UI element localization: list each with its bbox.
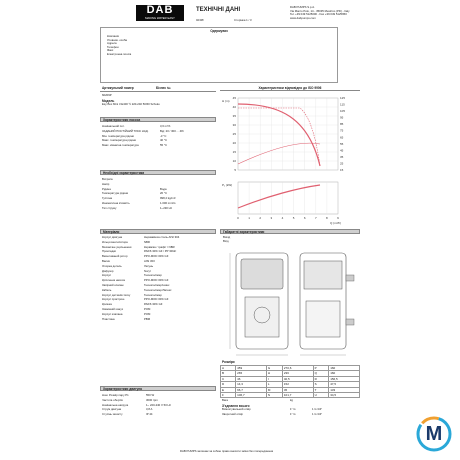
y2-tick-label: 115 xyxy=(340,102,345,107)
y2-tick-label: 65 xyxy=(340,135,344,140)
motor-value: IP 44 xyxy=(146,412,153,417)
material-value: Технополімер/Латекс xyxy=(144,287,172,292)
dimension-key: Q xyxy=(313,371,329,376)
y-tick-label: 10 xyxy=(232,159,236,163)
material-value: Латунь xyxy=(144,263,154,268)
weight-value: kg xyxy=(290,398,293,403)
doc-date: 02/08/ xyxy=(196,18,204,22)
material-value: Технополімер/Latex xyxy=(144,282,170,287)
x-tick-label: 8 xyxy=(326,216,328,220)
y-axis-label: H (m) xyxy=(222,99,230,103)
dimension-value: 101,7 xyxy=(282,393,313,398)
pump-spec-value: -3 °C xyxy=(160,133,167,138)
material-value: PBM xyxy=(144,316,151,321)
motor-value: 3000 rpm xyxy=(146,397,158,402)
y2-tick-label: 95 xyxy=(340,115,344,120)
drawing-title: Габаритні характеристики xyxy=(220,229,360,234)
x-tick-label: 3 xyxy=(270,216,273,220)
corner-logo xyxy=(414,414,454,454)
material-label: Корпус пристрою xyxy=(102,297,125,302)
chart-title: Характеристики відповідно до ISO 9906 xyxy=(220,86,360,91)
company-info xyxy=(290,6,349,20)
x-tick-label: 9 xyxy=(337,216,339,220)
dimension-value: 34,5 xyxy=(329,393,360,398)
needed-value: 20 °C xyxy=(160,191,168,196)
article-label: Артикульний номер xyxy=(102,86,134,90)
dimension-key: H xyxy=(266,371,282,376)
needed-value: 1~230 Hz xyxy=(160,205,173,210)
dimension-key: F xyxy=(221,393,236,398)
motor-title: Характеристики двигуна xyxy=(100,386,216,391)
needed-label: Густина xyxy=(102,196,113,201)
company-line: Tel. +39 049 5125000 - Fax +39 049 5125950 xyxy=(290,12,347,17)
connection-row xyxy=(220,413,360,418)
y2-tick-label: 125 xyxy=(340,96,346,100)
material-label: Механічне ущільнення xyxy=(102,244,132,249)
material-value: AISI 303 xyxy=(144,258,155,263)
y2-tick-label: 35 xyxy=(340,154,344,159)
needed-label: Кінематична в'язкість xyxy=(102,200,130,205)
y2-tick-label: 85 xyxy=(340,122,344,127)
customer-row: Електронна пошта xyxy=(107,51,132,56)
dimension-value: 265 xyxy=(236,371,267,376)
material-label: Запірний клапан xyxy=(102,282,124,287)
x-tick-label: 0 xyxy=(237,216,239,220)
dimension-value: 160 xyxy=(329,366,360,371)
connection-value: 1" G xyxy=(290,407,296,412)
pump-spec-label: Макс. кімнатна температура xyxy=(102,143,139,148)
y-tick-label: 5 xyxy=(234,168,236,172)
pump-spec-label: Номінальний пот. xyxy=(102,124,125,128)
chart-frame-bottom xyxy=(238,182,338,214)
doc-page: Сторінка 1 / 3 xyxy=(234,18,252,22)
motor-label: Частота обертів xyxy=(102,397,123,402)
connection-label: Зворотний отвір xyxy=(222,412,243,417)
power-curve xyxy=(238,185,320,208)
brand-name: DAB xyxy=(146,4,174,16)
article-code: 60209P xyxy=(102,93,112,97)
material-label: Кабель xyxy=(102,287,112,292)
doc-title: ТЕХНІЧНІ ДАНІ xyxy=(196,7,241,13)
dimension-value: 459 xyxy=(236,366,267,371)
head-curve xyxy=(238,104,320,166)
dimension-key: T xyxy=(313,387,329,392)
material-label: Корпус двигуна xyxy=(102,235,122,239)
weight-label: Вага xyxy=(222,398,228,403)
material-value: Нержавіюча сталь AISI 304 xyxy=(144,235,180,239)
company-line: Via Marco Polo, 14 - 35035 Mestrino (PD) - Italy xyxy=(290,8,350,13)
motor-row xyxy=(100,413,216,418)
material-value: PPO-MOD 30% GF xyxy=(144,297,169,302)
material-label: Вмонтований ротор xyxy=(102,254,128,259)
y2-tick-label: 45 xyxy=(340,148,344,153)
pump-spec-row xyxy=(100,144,216,149)
dimensions-table xyxy=(220,365,360,398)
y-tick-label: 35 xyxy=(232,114,236,118)
y-tick-label: 30 xyxy=(232,123,236,127)
connection-label: Всмоктувальний отвір xyxy=(222,407,251,412)
customer-row: Уповнов. особа xyxy=(107,37,127,42)
motor-label: Ном. Розмір пару P1 xyxy=(102,393,129,397)
material-row xyxy=(100,318,216,323)
materials-section xyxy=(100,229,216,322)
dimension-key: I xyxy=(266,376,282,381)
material-label: Опорна деталь xyxy=(102,263,122,268)
dimension-value: 106,7 xyxy=(236,393,267,398)
material-value: POM xyxy=(144,306,151,311)
dimension-value: 40,5 xyxy=(282,376,313,381)
dimension-key: L xyxy=(266,382,282,387)
pump-drawing xyxy=(220,245,360,357)
dimension-key: U xyxy=(313,393,329,398)
needed-specs xyxy=(100,170,216,212)
y-tick-label: 40 xyxy=(232,105,236,109)
pump-spec-value: 55 °C xyxy=(160,143,168,148)
dimensions-section xyxy=(220,360,360,418)
drawing-legend: Вхід xyxy=(223,238,229,243)
dimension-key: A xyxy=(221,366,236,371)
dimension-value: 270,6 xyxy=(282,366,313,371)
needed-title: Необхідні характеристики xyxy=(100,170,216,175)
motor-section xyxy=(100,386,216,418)
motor-value: 1~ 220-240 V 50 Hz xyxy=(146,402,171,407)
material-value: PA6/6 30% GF / PP 30GF xyxy=(144,249,177,254)
connections-title: З'єднання всього xyxy=(222,404,250,409)
x-tick-label: 4 xyxy=(281,216,284,220)
needed-label: Витрата xyxy=(102,177,113,181)
material-label: Корпус датчиків тиску xyxy=(102,292,131,297)
dimension-key: E xyxy=(221,387,236,392)
model-value: Esy Box Mini 3 E400 ½ 220-240 50/60 Schuko xyxy=(102,101,160,106)
material-value: PPO-MOD 30% GF xyxy=(144,278,169,283)
y-tick-label: 20 xyxy=(232,141,236,145)
article-section xyxy=(100,86,216,106)
customer-row: Телефон xyxy=(107,44,119,49)
dimension-key: R xyxy=(313,376,329,381)
business-label: Бізнес № xyxy=(156,86,171,90)
motor-label: Номінальна напруга xyxy=(102,402,129,407)
material-value: PA6/6 30% GF xyxy=(144,302,163,307)
customer-box xyxy=(100,27,338,83)
y-tick-label: 15 xyxy=(232,150,236,154)
connection-value: 1 G 3/4" xyxy=(312,412,323,417)
dimension-key: B xyxy=(221,371,236,376)
material-label: Кріплення насоса xyxy=(102,278,125,283)
pump-spec-value: Від: 20 / 300 ... 48 і xyxy=(160,128,185,133)
pump-spec-label: Макс. температура рідини xyxy=(102,138,137,143)
x-axis-label: Q (m³/h) xyxy=(330,221,342,225)
performance-chart xyxy=(220,92,360,226)
x-tick-label: 1 xyxy=(248,216,250,220)
pump-specs xyxy=(100,117,216,149)
motor-label: Струм двигуна xyxy=(102,407,122,412)
needed-label: Напір xyxy=(102,181,110,186)
dimensions-title: Розміри xyxy=(222,360,235,364)
material-label: Корпус xyxy=(102,273,112,278)
y-tick-label: 25 xyxy=(232,132,236,136)
dimension-value: 45 xyxy=(282,387,313,392)
dimension-value: 46 xyxy=(236,376,267,381)
y2-tick-label: 15 xyxy=(340,168,344,172)
dimension-value: 160 xyxy=(329,371,360,376)
dimension-key: G xyxy=(266,366,282,371)
dimension-value: 133 xyxy=(329,387,360,392)
brand-logo xyxy=(136,5,184,21)
dimension-key: M xyxy=(266,387,282,392)
needed-label: Тип струму xyxy=(102,205,117,210)
model-label: Модель xyxy=(102,98,115,103)
y2-axis-label: P₁ (kW) xyxy=(222,183,233,187)
x-tick-label: 2 xyxy=(259,216,262,220)
pump-spec-label: ЗАДАНИЙ ПОСТІЙНИЙ ТИСК НАД. xyxy=(102,128,149,133)
material-value: Noryl xyxy=(144,268,151,273)
drawing-section xyxy=(220,229,360,357)
x-tick-label: 6 xyxy=(303,216,306,220)
dimension-value: 47,5 xyxy=(329,382,360,387)
dimension-key: P xyxy=(313,366,329,371)
customer-row: Компанія xyxy=(107,34,119,38)
material-value: Кераміка / графіт / NBR xyxy=(144,244,175,249)
material-label: Пластина xyxy=(102,316,115,321)
x-tick-label: 7 xyxy=(314,216,317,220)
y2-tick-label: 55 xyxy=(340,141,344,146)
pump-spec-label: Мін. температура рідини xyxy=(102,133,134,138)
needed-row xyxy=(100,207,216,212)
dimension-key: D xyxy=(221,382,236,387)
needed-value: 1.000 mm²/s xyxy=(160,200,176,205)
motor-value: 550 W xyxy=(146,393,155,397)
needed-label: Рідина xyxy=(102,186,111,191)
drawing-legend: Вихід xyxy=(223,235,231,239)
y2-tick-label: 75 xyxy=(340,128,344,133)
footer-note: DAB PUMPS залишає за собою право вносити зміни без попередження xyxy=(180,449,274,453)
x-tick-label: 5 xyxy=(292,216,295,220)
pump-spec-value: 40 °C xyxy=(160,138,168,143)
material-label: Валик xyxy=(102,258,110,263)
dimension-key: S xyxy=(313,382,329,387)
setpoint-curve xyxy=(238,108,320,166)
motor-value: 3,8 A xyxy=(146,407,153,412)
connection-value: 1" G xyxy=(290,412,296,417)
dimension-key: C xyxy=(221,376,236,381)
customer-title: Одержувач xyxy=(210,29,228,33)
needed-value: 998,2 kg/m3 xyxy=(160,196,176,201)
material-label: Прокладки xyxy=(102,249,116,254)
y2-tick-label: 25 xyxy=(340,161,344,166)
needed-label: Температура рідини xyxy=(102,191,129,196)
customer-row: Факс xyxy=(107,48,114,53)
motor-label: Ступінь захисту xyxy=(102,412,123,417)
material-label: Кришка xyxy=(102,302,112,307)
material-value: PPO-MOD 30% GF xyxy=(144,254,169,259)
dimension-value: 236 xyxy=(282,371,313,376)
material-value: NBR xyxy=(144,239,150,244)
dimension-value: 152 xyxy=(282,382,313,387)
dimension-value: 14,3 xyxy=(236,382,267,387)
corner-logo-letter: M xyxy=(425,423,443,445)
dimension-value: 156,5 xyxy=(329,376,360,381)
connection-value: 1 G 3/4" xyxy=(312,407,323,412)
y2-tick-label: 105 xyxy=(340,109,346,114)
materials-title: Матеріали xyxy=(100,229,216,234)
company-line: DAB PUMPS S.p.A. xyxy=(290,5,315,9)
table-row xyxy=(221,393,360,398)
needed-value: Вода xyxy=(160,186,167,191)
material-label: Зовнішній кожух xyxy=(102,306,124,311)
dimension-value: 66,7 xyxy=(236,387,267,392)
material-value: Технополімер xyxy=(144,292,162,297)
material-label: Дифузор xyxy=(102,268,114,273)
company-line: www.dabpumps.com xyxy=(290,15,316,20)
y-tick-label: 45 xyxy=(232,96,236,100)
material-label: Корпус клапана xyxy=(102,311,123,316)
material-value: Технополімер xyxy=(144,273,162,278)
material-label: Кільця вентилятора xyxy=(102,239,128,244)
dimension-key: N xyxy=(266,393,282,398)
chart-section xyxy=(220,86,360,226)
pump-spec-value: 3,6 m³/h xyxy=(160,124,171,128)
brand-tagline: MAKING WATER EASY xyxy=(145,16,175,20)
pump-specs-title: Характеристики насоса xyxy=(100,117,216,122)
customer-row: Адреса xyxy=(107,41,117,46)
material-value: POM xyxy=(144,311,151,316)
